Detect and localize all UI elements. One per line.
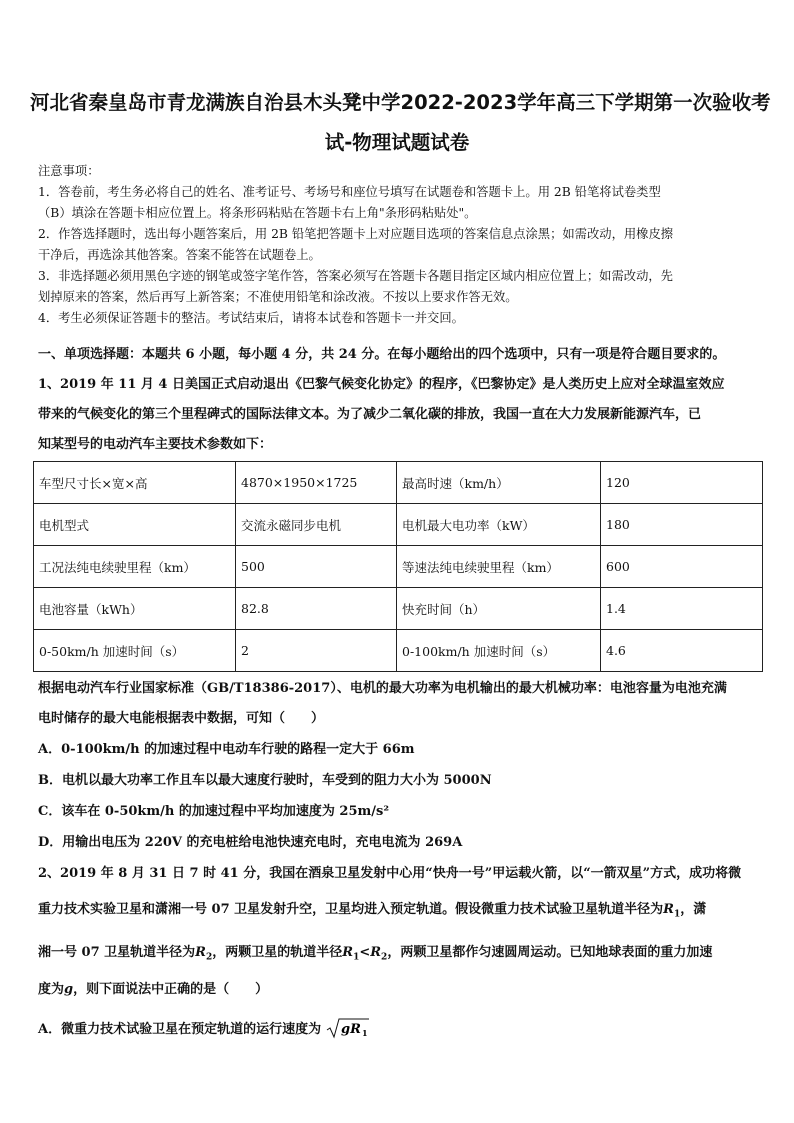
table-row bbox=[34, 462, 763, 504]
table-cell: 快充时间（h） bbox=[397, 588, 601, 630]
q1-option-a: A．0-100km/h 的加速过程中电动车行驶的路程一定大于 66m bbox=[38, 742, 415, 757]
table-cell: 交流永磁同步电机 bbox=[236, 504, 397, 546]
q1-option-b: B．电机以最大功率工作且车以最大速度行驶时，车受到的阻力大小为 5000N bbox=[38, 773, 492, 788]
notice-heading: 注意事项： bbox=[38, 164, 100, 178]
notice-line: 2．作答选择题时，选出每小题答案后，用 2B 铅笔把答题卡上对应题目选项的答案信息点涂黑；如需改动，用橡皮擦 bbox=[38, 227, 674, 241]
q1-stem-line: 1、2019 年 11 月 4 日美国正式启动退出《巴黎气候变化协定》的程序，《巴黎协定》是人类历史上应对全球温室效应 bbox=[38, 377, 725, 392]
symbol-r: R bbox=[195, 945, 206, 960]
table-cell: 等速法纯电续驶里程（km） bbox=[397, 546, 601, 588]
notice-line: 4．考生必须保证答题卡的整洁。考试结束后，请将本试卷和答题卡一并交回。 bbox=[38, 311, 464, 325]
table-cell: 4.6 bbox=[601, 630, 763, 672]
table-cell: 600 bbox=[601, 546, 763, 588]
table-cell: 2 bbox=[236, 630, 397, 672]
symbol-g: g bbox=[64, 982, 74, 997]
notice-line: 划掉原来的答案，然后再写上新答案；不准使用铅笔和涂改液。不按以上要求作答无效。 bbox=[38, 290, 518, 304]
q2-option-a bbox=[38, 1017, 370, 1039]
table-cell: 82.8 bbox=[236, 588, 397, 630]
subscript: 2 bbox=[381, 952, 388, 963]
table-cell: 电池容量（kWh） bbox=[34, 588, 236, 630]
table-cell: 120 bbox=[601, 462, 763, 504]
table-row bbox=[34, 546, 763, 588]
table-cell: 1.4 bbox=[601, 588, 763, 630]
table-cell: 500 bbox=[236, 546, 397, 588]
exam-title-line1: 河北省秦皇岛市青龙满族自治县木头凳中学2022-2023学年高三下学期第一次验收考 bbox=[30, 91, 771, 114]
q2-option-a-text: A．微重力技术试验卫星在预定轨道的运行速度为 bbox=[38, 1022, 322, 1037]
formula-subscript: 1 bbox=[361, 1028, 368, 1038]
q2-stem-line bbox=[38, 902, 706, 923]
table-cell: 180 bbox=[601, 504, 763, 546]
q2-stem-line bbox=[38, 982, 268, 998]
table-cell: 0-100km/h 加速时间（s） bbox=[397, 630, 601, 672]
table-cell: 最高时速（km/h） bbox=[397, 462, 601, 504]
formula-text: gR bbox=[340, 1022, 361, 1037]
table-cell: 工况法纯电续驶里程（km） bbox=[34, 546, 236, 588]
less-than-symbol: < bbox=[359, 945, 371, 960]
q2-stem-line: 2、2019 年 8 月 31 日 7 时 41 分，我国在酒泉卫星发射中心用“快舟一号”甲运载火箭，以“一箭双星”方式，成功将微 bbox=[38, 866, 742, 881]
q2-text: ，潇 bbox=[680, 902, 707, 917]
q2-text: 度为 bbox=[38, 982, 65, 997]
notice-line: （B）填涂在答题卡相应位置上。将条形码粘贴在答题卡右上角"条形码粘贴处"。 bbox=[38, 206, 477, 220]
q2-text: 湘一号 07 卫星轨道半径为 bbox=[38, 945, 196, 960]
notice-line: 干净后，再选涂其他答案。答案不能答在试题卷上。 bbox=[38, 248, 321, 262]
symbol-r: R bbox=[342, 945, 354, 960]
q2-text: ，两颗卫星都作匀速圆周运动。已知地球表面的重力加速 bbox=[387, 945, 713, 960]
q1-after-line: 根据电动汽车行业国家标准（GB/T18386-2017）、电机的最大功率为电机输出的最大机械功率：电池容量为电池充满 bbox=[38, 681, 727, 696]
table-row bbox=[34, 588, 763, 630]
table-cell: 4870×1950×1725 bbox=[236, 462, 397, 504]
q1-after-line: 电时储存的最大电能根据表中数据，可知（ ） bbox=[38, 711, 325, 726]
q2-stem-line bbox=[38, 945, 712, 966]
notice-line: 3．非选择题必须用黑色字迹的钢笔或签字笔作答，答案必须写在答题卡各题目指定区域内相应位置上；如需改动，先 bbox=[38, 269, 673, 283]
q1-stem-line: 知某型号的电动汽车主要技术参数如下： bbox=[38, 437, 273, 452]
subscript: 1 bbox=[353, 952, 360, 963]
table-cell: 电机最大电功率（kW） bbox=[397, 504, 601, 546]
table-cell: 电机型式 bbox=[34, 504, 236, 546]
table-cell: 车型尺寸长×宽×高 bbox=[34, 462, 236, 504]
table-row bbox=[34, 504, 763, 546]
notice-line: 1．答卷前，考生务必将自己的姓名、准考证号、考场号和座位号填写在试题卷和答题卡上。用 2B 铅笔将试卷类型 bbox=[38, 185, 661, 199]
q2-text: 重力技术实验卫星和潇湘一号 07 卫星发射升空，卫星均进入预定轨道。假设微重力技术试验卫星轨道半径为 bbox=[38, 902, 664, 917]
subscript: 2 bbox=[205, 952, 213, 963]
q2-text: ，则下面说法中正确的是（ ） bbox=[73, 982, 269, 997]
table-row bbox=[34, 630, 763, 672]
symbol-r: R bbox=[370, 945, 382, 960]
sqrt-gr1-formula bbox=[326, 1017, 370, 1039]
exam-title-line2: 试-物理试题试卷 bbox=[324, 131, 470, 154]
q1-option-c: C．该车在 0-50km/h 的加速过程中平均加速度为 25m/s² bbox=[38, 804, 390, 819]
spec-table bbox=[33, 461, 763, 672]
subscript: 1 bbox=[673, 909, 681, 920]
q1-stem-line: 带来的气候变化的第三个里程碑式的国际法律文本。为了减少二氧化碳的排放，我国一直在大力发展新能源汽车，已 bbox=[38, 407, 702, 422]
q1-option-d: D．用输出电压为 220V 的充电桩给电池快速充电时，充电电流为 269A bbox=[38, 835, 463, 850]
section-heading: 一、单项选择题：本题共 6 小题，每小题 4 分，共 24 分。在每小题给出的四个选项中，只有一项是符合题目要求的。 bbox=[38, 347, 726, 362]
q2-text: ，两颗卫星的轨道半径 bbox=[212, 945, 343, 960]
table-cell: 0-50km/h 加速时间（s） bbox=[34, 630, 236, 672]
symbol-r: R bbox=[663, 902, 674, 917]
